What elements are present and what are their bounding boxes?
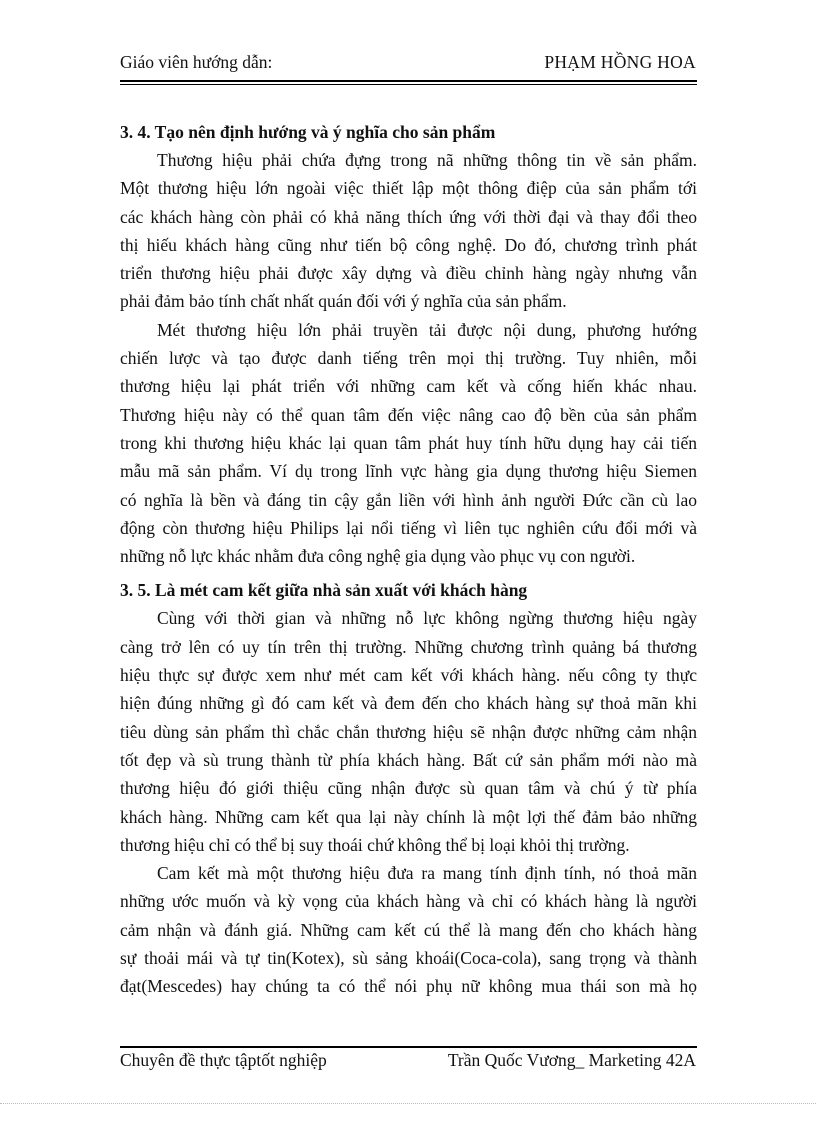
text-line: có nghĩa là bền và đáng tin cậy gắn liền với hình ảnh người Đức cần cù lao [120,489,697,510]
paragraph-3-4-1 [120,146,697,316]
text-line: thương hiệu chỉ có thể bị suy thoái chứ không thể bị loại khỏi thị trường. [120,834,630,855]
text-line: thị hiếu khách hàng cũng như tiến bộ công nghệ. Do đó, chương trình phát [120,234,697,255]
document-body [120,118,697,1001]
text-line: mẫu mã sản phẩm. Ví dụ trong lĩnh vực hàng gia dụng thương hiệu Siemen [120,461,697,482]
text-line: cảm nhận và đánh giá. Những cam kết cú thể là mang đến cho khách hàng [120,919,697,940]
paragraph-3-5-2 [120,859,697,1000]
text-line: phải đảm bảo tính chất nhất quán đối với ý nghĩa của sản phẩm. [120,291,567,312]
text-line: Mét thương hiệu lớn phải truyền tải được nội dung, phương hướng [157,319,697,340]
text-line: Thương hiệu phải chứa đựng trong nã những thông tin về sản phẩm. [157,150,697,170]
text-line: Cam kết mà một thương hiệu đưa ra mang tính định tính, nó thoả mãn [157,863,697,884]
text-line: tiêu dùng sản phẩm thì chắc chắn thương hiệu sẽ nhận được những cảm nhận [120,721,697,742]
text-line: Một thương hiệu lớn ngoài việc thiết lập một thông điệp của sản phẩm tới [120,178,697,199]
paragraph-3-4-2 [120,316,697,571]
header-rule-thin [120,84,697,85]
text-line: tốt đẹp và sù trung thành từ phía khách hàng. Bất cứ sản phẩm mới nào mà [120,749,697,770]
text-line: những ước muốn và kỳ vọng của khách hàng và chỉ có khách hàng là người [120,891,697,912]
text-line: càng trở lên có uy tín trên thị trường. Những chương trình quảng bá thương [120,636,697,657]
text-line: chiến lược và tạo được danh tiếng trên mọi thị trường. Tuy nhiên, mỗi [120,348,697,369]
text-line: Cùng với thời gian và những nỗ lực không ngừng thương hiệu ngày [157,608,697,629]
footer-document-type: Chuyên đề thực tậptốt nghiệp [120,1050,327,1070]
page-header [120,52,696,78]
text-line: Thương hiệu này có thể quan tâm đến việc nâng cao độ bền của sản phẩm [120,404,697,425]
header-rule [120,80,697,82]
header-supervisor-name: PHẠM HỒNG HOA [544,52,696,72]
text-line: thương hiệu lại phát triển với những cam kết và cống hiến khác nhau. [120,376,697,397]
text-line: sự thoải mái và tự tin(Kotex), sù sảng khoái(Coca-cola), sang trọng và thành [120,948,697,969]
text-line: thương hiệu đó giới thiệu cũng nhận được sù quan tâm và chú ý từ phía [120,778,697,799]
text-line: động còn thương hiệu Philips lại nổi tiếng vì liên tục nghiên cứu đổi mới và [120,517,697,538]
text-line: hiện đúng những gì đó cam kết và đem đến cho khách hàng sự thoả mãn khi [120,693,697,714]
header-supervisor-label: Giáo viên hướng dẫn: [120,52,273,72]
text-line: các khách hàng còn phải có khả năng thích ứng với thời đại và thay đổi theo [120,206,697,227]
page-break-divider [0,1103,816,1104]
text-line: đạt(Mescedes) hay chúng ta có thể nói phụ nữ không mua thái son mà họ [120,976,697,997]
text-line: khách hàng. Những cam kết qua lại này chính là một lợi thế đảm bảo những [120,806,697,827]
footer-author: Trần Quốc Vương_ Marketing 42A [447,1050,696,1070]
page-footer [120,1050,696,1076]
text-line: trong khi thương hiệu khác lại quan tâm phát huy tính hữu dụng hay cải tiến [120,432,697,453]
footer-rule [120,1046,697,1048]
section-heading-3-5: 3. 5. Là mét cam kết giữa nhà sản xuất với khách hàng [120,580,528,601]
section-heading-3-4: 3. 4. Tạo nên định hướng và ý nghĩa cho sản phẩm [120,122,496,142]
text-line: những nỗ lực khác nhằm đưa công nghệ gia dụng vào phục vụ con người. [120,546,636,567]
paragraph-3-5-1 [120,604,697,859]
text-line: triển thương hiệu phải được xây dựng và điều chỉnh hàng ngày nhưng vẫn [120,263,697,284]
text-line: hiệu thực sự được xem như mét cam kết với khách hàng. nếu công ty thực [120,665,697,686]
